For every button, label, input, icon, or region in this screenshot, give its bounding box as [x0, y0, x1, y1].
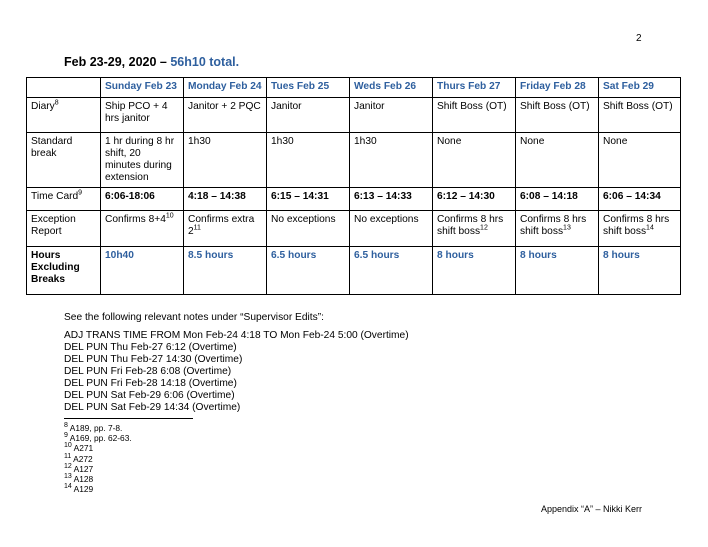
header-row: [27, 78, 681, 98]
table-cell: 6:12 – 14:30: [433, 188, 516, 211]
table-cell: 6.5 hours: [267, 247, 350, 295]
heading-total: 56h10 total.: [170, 55, 240, 69]
footnote: $^{13}$ A128: [64, 473, 94, 485]
list-item: DEL PUN Sat Feb-29 6:06 (Overtime): [64, 390, 235, 401]
header-corner: [27, 78, 101, 98]
supervisor-edits-list: [64, 330, 409, 414]
table-cell: 8 hours: [516, 247, 599, 295]
table-cell: 6:13 – 14:33: [350, 188, 433, 211]
footnote: $^{10}$ A271: [64, 442, 94, 454]
table-cell: 1h30: [350, 133, 433, 188]
column-header: Monday Feb 24: [184, 78, 267, 98]
list-item: ADJ TRANS TIME FROM Mon Feb-24 4:18 TO Mon Feb-24 5:00 (Overtime): [64, 330, 409, 341]
table-cell: Confirms 8 hrs shift boss$^{13}$: [516, 211, 599, 247]
column-header: Sat Feb 29: [599, 78, 681, 98]
table-cell: None: [599, 133, 681, 188]
table-cell: Janitor: [267, 98, 350, 133]
list-item: DEL PUN Thu Feb-27 6:12 (Overtime): [64, 342, 237, 353]
row-label: Standard break: [27, 133, 101, 188]
page-heading: [64, 55, 239, 69]
table-cell: 8.5 hours: [184, 247, 267, 295]
footnote: $^9$ A169, pp. 62-63.: [64, 432, 132, 444]
table-cell: Janitor: [350, 98, 433, 133]
table-cell: No exceptions: [267, 211, 350, 247]
footnote: $^{12}$ A127: [64, 463, 94, 474]
footnote: $^{11}$ A272: [64, 452, 93, 464]
footnote: $^{14}$ A129: [64, 483, 94, 495]
heading-date-range: Feb 23-29, 2020 –: [64, 55, 171, 69]
table-cell: 1h30: [267, 133, 350, 188]
table-row-hours-excluding-breaks: [27, 247, 681, 295]
table-cell: Ship PCO + 4 hrs janitor: [101, 98, 184, 133]
table-cell: Confirms extra $2^{11}$: [184, 211, 267, 247]
list-item: DEL PUN Thu Feb-27 14:30 (Overtime): [64, 354, 243, 365]
row-label: Time Card$^9$: [27, 188, 101, 211]
table-cell: 6:15 – 14:31: [267, 188, 350, 211]
table-cell: None: [433, 133, 516, 188]
page-number: 2: [636, 33, 642, 44]
table-cell: Shift Boss (OT): [599, 98, 681, 133]
row-label: Diary$^8$: [27, 98, 101, 133]
column-header: Weds Feb 26: [350, 78, 433, 98]
table-row-diary: [27, 98, 681, 133]
appendix-label: Appendix “A” – Nikki Kerr: [541, 504, 643, 514]
table-cell: 6.5 hours: [350, 247, 433, 295]
table-cell: Confirms $8+4^{10}$: [101, 211, 184, 247]
table-cell: 4:18 – 14:38: [184, 188, 267, 211]
table-cell: 1 hr during 8 hr shift, 20 minutes during extension: [101, 133, 184, 188]
table-cell: 8 hours: [433, 247, 516, 295]
table-cell: 1h30: [184, 133, 267, 188]
table-row-standard-break: [27, 133, 681, 188]
table-cell: 6:08 – 14:18: [516, 188, 599, 211]
table-cell: 6:06 – 14:34: [599, 188, 681, 211]
column-header: Sunday Feb 23: [101, 78, 184, 98]
column-header: Tues Feb 25: [267, 78, 350, 98]
footnotes: [64, 423, 132, 494]
table-cell: No exceptions: [350, 211, 433, 247]
table-row-exception-report: [27, 211, 681, 247]
row-label: Hours Excluding Breaks: [27, 247, 101, 295]
table-cell: 6:06-18:06: [101, 188, 184, 211]
table-cell: Shift Boss (OT): [516, 98, 599, 133]
column-header: Thurs Feb 27: [433, 78, 516, 98]
schedule-table: [26, 77, 681, 295]
list-item: DEL PUN Fri Feb-28 14:18 (Overtime): [64, 378, 237, 389]
table-cell: Confirms 8 hrs shift boss$^{12}$: [433, 211, 516, 247]
table-cell: 10h40: [101, 247, 184, 295]
footnote: $^8$ A189, pp. 7-8.: [64, 422, 123, 433]
row-label: Exception Report: [27, 211, 101, 247]
table-cell: Janitor + 2 PQC: [184, 98, 267, 133]
list-item: DEL PUN Sat Feb-29 14:34 (Overtime): [64, 402, 241, 413]
table-cell: Shift Boss (OT): [433, 98, 516, 133]
table-cell: None: [516, 133, 599, 188]
table-row-time-card: [27, 188, 681, 211]
table-cell: Confirms 8 hrs shift boss$^{14}$: [599, 211, 681, 247]
column-header: Friday Feb 28: [516, 78, 599, 98]
footnote-divider: [64, 418, 193, 419]
notes-intro: See the following relevant notes under “Supervisor Edits”:: [64, 312, 324, 323]
table-cell: 8 hours: [599, 247, 681, 295]
list-item: DEL PUN Fri Feb-28 6:08 (Overtime): [64, 366, 232, 377]
